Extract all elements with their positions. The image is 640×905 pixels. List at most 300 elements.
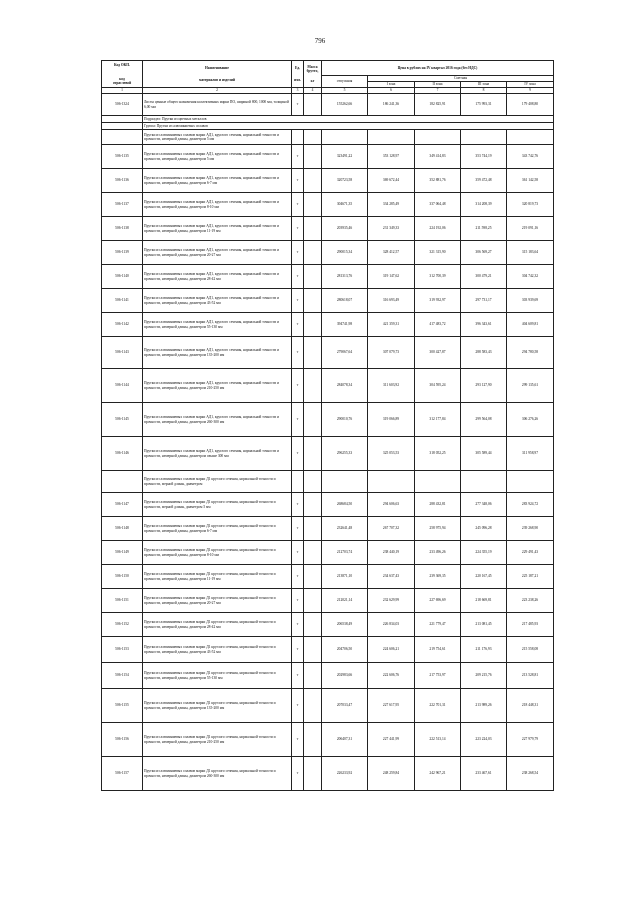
row-price-zone3: 297 731,17 [461, 289, 507, 313]
row-price-zone1: 267 707,32 [368, 517, 415, 541]
row-name: Прутки из алюминиевых сплавов марки Д1 круглого сечения, нормальной точности и прочности, немерной длины, диаметром 210-250 мм [143, 723, 292, 757]
row-code: 506-1148 [102, 517, 143, 541]
header-name-line2: материалов и изделий [199, 78, 235, 82]
row-name: Прутки из алюминиевых сплавов марки Д1 круглого сечения, нормальной точности и прочности, немерной длины, диаметром 11-19 мм [143, 565, 292, 589]
row-name: Прутки из алюминиевых сплавов марки АД1, круглого сечения, нормальной точности и прочности, немерной длины, диаметром 5 мм [143, 130, 292, 145]
row-unit: т [292, 689, 304, 723]
row-price-zone1: 234 637,43 [368, 565, 415, 589]
row-unit: т [292, 313, 304, 337]
group-empty-cell [292, 471, 304, 493]
row-price-zone1: 227 441,99 [368, 723, 415, 757]
row-price-zone1: 231 349,33 [368, 217, 415, 241]
row-price-zone1: 227 617,95 [368, 689, 415, 723]
row-name: Прутки из алюминиевых сплавов марки АД1, круглого сечения, нормальной точности и прочности, немерной длины, диаметром 8-10 мм [143, 193, 292, 217]
group-row [102, 471, 554, 493]
header-zone4: IV зона [507, 82, 554, 88]
row-price-zone3: 209 215,76 [461, 663, 507, 689]
row-price-zone1: 319 066,89 [368, 403, 415, 437]
header-code [102, 61, 143, 88]
row-unit: т [292, 493, 304, 517]
row-price-zone4: 283 924,72 [507, 493, 554, 517]
row-price-zone2: 321 315,90 [415, 241, 461, 265]
row-code: 506-1156 [102, 723, 143, 757]
row-price-zone2: 182 825,91 [415, 94, 461, 116]
row-price-opt: 394741,98 [322, 313, 368, 337]
column-number: 3 [292, 88, 304, 94]
row-price-opt: 206538,49 [322, 613, 368, 637]
row-price-zone3 [461, 130, 507, 145]
row-unit: т [292, 217, 304, 241]
row-mass [304, 193, 322, 217]
group-empty-cell [461, 471, 507, 493]
row-price-zone4 [507, 130, 554, 145]
row-price-zone4: 303 939,69 [507, 289, 554, 313]
row-name: Прутки из алюминиевых сплавов марки АД1, круглого сечения, нормальной точности и прочности, немерной длины, диаметром 5 мм [143, 145, 292, 169]
row-price-opt [322, 130, 368, 145]
row-price-zone3: 306 569,27 [461, 241, 507, 265]
row-price-zone3: 233 467,61 [461, 757, 507, 791]
table-row [102, 757, 554, 791]
row-unit: т [292, 541, 304, 565]
row-price-zone2: 239 369,35 [415, 565, 461, 589]
row-price-opt: 155262,66 [322, 94, 368, 116]
row-price-zone1 [368, 130, 415, 145]
row-price-zone1: 307 079,73 [368, 337, 415, 369]
row-code: 506-1149 [102, 541, 143, 565]
column-number: 5 [322, 88, 368, 94]
row-price-zone2: 312 177,84 [415, 403, 461, 437]
row-mass [304, 241, 322, 265]
row-price-zone4: 404 609,81 [507, 313, 554, 337]
row-unit: т [292, 757, 304, 791]
row-price-zone3: 293 127,90 [461, 369, 507, 403]
row-mass [304, 94, 322, 116]
row-price-zone3: 211 176,93 [461, 637, 507, 663]
row-mass [304, 265, 322, 289]
row-price-zone4: 306 276,26 [507, 403, 554, 437]
row-name: Прутки из алюминиевых сплавов марки Д1 круглого сечения, нормальной точности и прочности, немерной длины, диаметром 43-52 мм [143, 637, 292, 663]
header-code-line3: отраслевой [112, 81, 132, 86]
subsection-code-cell [102, 116, 143, 123]
row-name: Прутки из алюминиевых сплавов марки АД1, круглого сечения, нормальной точности и прочности, немерной длины, диаметром 20-27 мм [143, 241, 292, 265]
row-name: Прутки из алюминиевых сплавов марки Д1 круглого сечения, нормальной точности и прочности, мерной длины, диаметром 5 мм [143, 493, 292, 517]
row-mass [304, 637, 322, 663]
row-price-opt: 207033,47 [322, 689, 368, 723]
row-price-zone2: 219 754,61 [415, 637, 461, 663]
group-empty-cell [415, 471, 461, 493]
table-row [102, 637, 554, 663]
header-mass-line3: кг [310, 79, 315, 84]
table-row [102, 337, 554, 369]
row-code: 506-1155 [102, 689, 143, 723]
row-price-opt: 212703,74 [322, 541, 368, 565]
table-row [102, 145, 554, 169]
row-mass [304, 565, 322, 589]
row-price-zone1: 369 672,44 [368, 169, 415, 193]
row-price-zone1: 421 359,31 [368, 313, 415, 337]
row-price-zone4: 213 528,81 [507, 663, 554, 689]
group-empty-cell [304, 471, 322, 493]
row-code: 506-1140 [102, 265, 143, 289]
row-price-zone1: 232 629,99 [368, 589, 415, 613]
table-row [102, 541, 554, 565]
row-price-zone2: 304 595,24 [415, 369, 461, 403]
group-title: Прутки из алюминиевых сплавов марки Д1 круглого сечения, нормальной точности и прочности, мерной длины, диаметром [143, 471, 292, 493]
row-price-zone2: 227 696,69 [415, 589, 461, 613]
row-price-zone2: 233 496,26 [415, 541, 461, 565]
table-row [102, 663, 554, 689]
row-price-zone3: 314 208,39 [461, 193, 507, 217]
row-price-opt: 212021,14 [322, 589, 368, 613]
row-name: Прутки из алюминиевых сплавов марки Д1 круглого сечения, нормальной точности и прочности, немерной длины, диаметром 28-42 мм [143, 613, 292, 637]
row-price-zone1: 316 693,49 [368, 289, 415, 313]
row-unit: т [292, 241, 304, 265]
row-price-opt: 284078,34 [322, 369, 368, 403]
row-price-zone3: 300 479,21 [461, 265, 507, 289]
row-price-opt: 290015,34 [322, 241, 368, 265]
row-code: 506-1143 [102, 337, 143, 369]
header-name [143, 61, 292, 88]
table-body [102, 94, 554, 791]
row-price-zone1: 248 259,84 [368, 757, 415, 791]
row-mass [304, 757, 322, 791]
row-price-zone4: 239 268,90 [507, 517, 554, 541]
row-unit: т [292, 193, 304, 217]
row-mass [304, 169, 322, 193]
table-row [102, 565, 554, 589]
row-code: 506-1157 [102, 757, 143, 791]
row-mass [304, 337, 322, 369]
row-price-zone2: 337 064,48 [415, 193, 461, 217]
row-code: 506-1137 [102, 193, 143, 217]
row-code [102, 130, 143, 145]
table-row [102, 613, 554, 637]
row-price-zone2: 312 700,39 [415, 265, 461, 289]
page-number: 796 [314, 37, 326, 45]
row-price-opt: 203935,46 [322, 217, 368, 241]
row-unit: т [292, 289, 304, 313]
row-price-opt: 279067,64 [322, 337, 368, 369]
row-price-zone2: 242 967,21 [415, 757, 461, 791]
row-price-zone4: 225 187,21 [507, 565, 554, 589]
row-price-zone1: 226 834,03 [368, 613, 415, 637]
row-price-zone2: 258 975,94 [415, 517, 461, 541]
row-price-zone2: 222 701,31 [415, 689, 461, 723]
row-price-zone4: 219 091,16 [507, 217, 554, 241]
row-price-zone3: 175 993,31 [461, 94, 507, 116]
row-code: 506-1138 [102, 217, 143, 241]
row-code: 506-1324 [102, 94, 143, 116]
row-name: Прутки из алюминиевых сплавов марки АД1, круглого сечения, нормальной точности и прочности, немерной длины, диаметром 210-250 мм [143, 369, 292, 403]
row-name: Прутки из алюминиевых сплавов марки АД1, круглого сечения, нормальной точности и прочности, немерной длины, диаметром 11-19 мм [143, 217, 292, 241]
row-price-zone3: 218 669,81 [461, 589, 507, 613]
row-price-opt: 206407,31 [322, 723, 368, 757]
table-row [102, 369, 554, 403]
row-price-zone1: 294 606,63 [368, 493, 415, 517]
row-price-zone2: 417 483,72 [415, 313, 461, 337]
row-price-zone4: 304 742,32 [507, 265, 554, 289]
row-code: 506-1152 [102, 613, 143, 637]
row-price-zone2: 300 427,87 [415, 337, 461, 369]
row-price-zone4: 343 742,76 [507, 145, 554, 169]
row-price-opt: 226233,92 [322, 757, 368, 791]
row-mass [304, 589, 322, 613]
row-unit: т [292, 265, 304, 289]
row-price-opt: 232641,48 [322, 517, 368, 541]
row-price-zone2: 217 753,97 [415, 663, 461, 689]
row-code: 506-1139 [102, 241, 143, 265]
row-unit: т [292, 589, 304, 613]
group-code-cell [102, 471, 143, 493]
row-price-zone4: 217 485,93 [507, 613, 554, 637]
row-price-opt: 320723,58 [322, 169, 368, 193]
header-unit-line1: Ед. [294, 65, 301, 70]
row-unit: т [292, 637, 304, 663]
column-number: 9 [507, 88, 554, 94]
row-code: 506-1136 [102, 169, 143, 193]
row-mass [304, 689, 322, 723]
row-price-zone1: 328 412,57 [368, 241, 415, 265]
row-unit: т [292, 723, 304, 757]
row-code: 506-1144 [102, 369, 143, 403]
row-price-opt: 296255,33 [322, 437, 368, 471]
column-number: 6 [368, 88, 415, 94]
row-code: 506-1153 [102, 637, 143, 663]
row-price-opt: 290010,76 [322, 403, 368, 437]
row-price-zone4: 215 558,08 [507, 637, 554, 663]
row-price-zone1: 353 128,97 [368, 145, 415, 169]
header-unit [292, 61, 304, 88]
row-price-zone3: 223 224,03 [461, 723, 507, 757]
row-mass [304, 663, 322, 689]
table-row [102, 130, 554, 145]
row-price-zone3: 277 348,06 [461, 493, 507, 517]
row-price-zone3: 213 081,45 [461, 613, 507, 637]
column-number: 2 [143, 88, 292, 94]
row-price-opt: 280618,07 [322, 289, 368, 313]
table-row [102, 437, 554, 471]
group-empty-cell [368, 471, 415, 493]
row-price-zone3: 353 744,19 [461, 145, 507, 169]
row-price-opt: 213871,10 [322, 565, 368, 589]
row-name: Прутки из алюминиевых сплавов марки АД1, круглого сечения, нормальной точности и прочности, немерной длины, диаметром 6-7 мм [143, 169, 292, 193]
row-price-zone2: 221 779,47 [415, 613, 461, 637]
row-price-zone3: 245 096,28 [461, 517, 507, 541]
row-unit: т [292, 403, 304, 437]
row-name: Прутки из алюминиевых сплавов марки Д1 круглого сечения, нормальной точности и прочности, немерной длины, диаметром 135-200 мм [143, 689, 292, 723]
row-unit: т [292, 613, 304, 637]
row-price-zone4: 179 408,80 [507, 94, 554, 116]
row-name: Прутки из алюминиевых сплавов марки АД1, круглого сечения, нормальной точности и прочности, немерной длины, диаметром 28-42 мм [143, 265, 292, 289]
row-price-zone1: 319 147,62 [368, 265, 415, 289]
row-price-zone2: 349 414,83 [415, 145, 461, 169]
column-number: 8 [461, 88, 507, 94]
row-name: Прутки из алюминиевых сплавов марки АД1, круглого сечения, нормальной точности и прочности, немерной длины, диаметром 55-130 мм [143, 313, 292, 337]
row-unit: т [292, 169, 304, 193]
row-name: Прутки из алюминиевых сплавов марки Д1 круглого сечения, нормальной точности и прочности, немерной длины, диаметром 6-7 мм [143, 517, 292, 541]
row-price-zone3: 224 355,19 [461, 541, 507, 565]
table-row [102, 589, 554, 613]
row-price-opt: 281313,76 [322, 265, 368, 289]
row-unit: т [292, 145, 304, 169]
column-number: 7 [415, 88, 461, 94]
row-unit: т [292, 517, 304, 541]
row-price-zone4: 229 491,43 [507, 541, 554, 565]
table-row [102, 241, 554, 265]
header-opt: отпускная [322, 76, 368, 88]
row-code: 506-1146 [102, 437, 143, 471]
row-price-zone4: 320 819,73 [507, 193, 554, 217]
table-row [102, 517, 554, 541]
row-name: Прутки из алюминиевых сплавов марки Д1 круглого сечения, нормальной точности и прочности, немерной длины, диаметром 55-130 мм [143, 663, 292, 689]
row-price-zone2: 318 052,25 [415, 437, 461, 471]
table-row [102, 313, 554, 337]
row-price-zone4: 218 448,31 [507, 689, 554, 723]
row-name: Прутки из алюминиевых сплавов марки АД1, круглого сечения, нормальной точности и прочности, немерной длины, диаметром свыше 300 мм [143, 437, 292, 471]
row-name: Прутки из алюминиевых сплавов марки Д1 круглого сечения, нормальной точности и прочности, немерной длины, диаметром 8-10 мм [143, 541, 292, 565]
table-row [102, 689, 554, 723]
row-price-opt: 268684,50 [322, 493, 368, 517]
header-price-title: Цена в рублях на IV квартал 2016 года (без НДС) [322, 61, 554, 76]
row-price-zone3: 396 343,61 [461, 313, 507, 337]
row-mass [304, 217, 322, 241]
header-zone2: II зона [415, 82, 461, 88]
row-price-zone3: 288 583,43 [461, 337, 507, 369]
row-code: 506-1150 [102, 565, 143, 589]
header-zone1: I зона [368, 82, 415, 88]
table-row [102, 169, 554, 193]
table-row [102, 289, 554, 313]
row-code: 506-1151 [102, 589, 143, 613]
row-unit: т [292, 565, 304, 589]
row-unit: т [292, 369, 304, 403]
row-mass [304, 437, 322, 471]
group-empty-cell [507, 471, 554, 493]
table-row [102, 403, 554, 437]
row-price-zone2: 224 192,06 [415, 217, 461, 241]
row-name: Листы ценные общего назначения коллективных марки ПО, шириной 800, 1000 мм, толщиной 6,00 мм [143, 94, 292, 116]
row-name: Прутки из алюминиевых сплавов марки Д1 круглого сечения, нормальной точности и прочности, немерной длины, диаметром 20-27 мм [143, 589, 292, 613]
header-mass-line1: Масса [307, 64, 318, 69]
row-price-zone1: 325 053,53 [368, 437, 415, 471]
row-mass [304, 130, 322, 145]
row-price-zone4: 311 958,97 [507, 437, 554, 471]
row-price-zone1: 334 285,49 [368, 193, 415, 217]
row-price-zone2: 352 881,76 [415, 169, 461, 193]
column-number: 1 [102, 88, 143, 94]
row-price-zone1: 238 440,19 [368, 541, 415, 565]
row-price-zone4: 294 780,58 [507, 337, 554, 369]
row-mass [304, 613, 322, 637]
header-name-line1: Наименование [205, 65, 229, 70]
header-code-line1: Код ОКП. [114, 62, 130, 67]
table-row [102, 493, 554, 517]
row-price-zone3: 213 989,26 [461, 689, 507, 723]
row-mass [304, 493, 322, 517]
group-code-cell [102, 123, 143, 130]
header-mass-line2: брутто, [306, 68, 319, 73]
row-mass [304, 517, 322, 541]
subsection-title: Подраздел: Прутки из цветных металлов [143, 116, 554, 123]
row-name: Прутки из алюминиевых сплавов марки АД1, круглого сечения, нормальной точности и прочности, немерной длины, диаметром 135-200 мм [143, 337, 292, 369]
row-price-zone2: 222 513,14 [415, 723, 461, 757]
row-code: 506-1135 [102, 145, 143, 169]
subsection-row [102, 116, 554, 123]
row-price-zone4: 227 979,79 [507, 723, 554, 757]
row-name: Прутки из алюминиевых сплавов марки АД1, круглого сечения, нормальной точности и прочности, немерной длины, диаметром 260-300 мм [143, 403, 292, 437]
row-price-zone1: 311 603,92 [368, 369, 415, 403]
row-price-zone4: 361 142,58 [507, 169, 554, 193]
row-mass [304, 369, 322, 403]
row-mass [304, 403, 322, 437]
header-mass [304, 61, 322, 88]
row-price-zone2: 319 932,97 [415, 289, 461, 313]
price-table-sheet [101, 60, 553, 791]
group-row [102, 123, 554, 130]
row-code: 506-1147 [102, 493, 143, 517]
row-price-zone3: 305 589,44 [461, 437, 507, 471]
row-price-zone3: 220 167,45 [461, 565, 507, 589]
row-mass [304, 313, 322, 337]
row-code: 506-1141 [102, 289, 143, 313]
row-mass [304, 289, 322, 313]
row-name: Прутки из алюминиевых сплавов марки АД1, круглого сечения, нормальной точности и прочности, немерной длины, диаметром 43-52 мм [143, 289, 292, 313]
table-row [102, 723, 554, 757]
table-row [102, 265, 554, 289]
header-smeta: Сметная [368, 76, 554, 82]
row-mass [304, 723, 322, 757]
row-unit [292, 130, 304, 145]
row-mass [304, 541, 322, 565]
row-price-zone4: 238 268,54 [507, 757, 554, 791]
table-header [102, 61, 554, 94]
row-price-zone4: 315 183,64 [507, 241, 554, 265]
table-row [102, 193, 554, 217]
row-price-opt: 204706,50 [322, 637, 368, 663]
table-row [102, 94, 554, 116]
row-price-zone1: 224 606,21 [368, 637, 415, 663]
row-price-zone3: 299 564,08 [461, 403, 507, 437]
row-price-opt: 304671,35 [322, 193, 368, 217]
column-number: 4 [304, 88, 322, 94]
row-unit: т [292, 437, 304, 471]
row-price-opt: 323491,22 [322, 145, 368, 169]
header-unit-line2: изм. [294, 78, 301, 82]
row-price-zone2: 288 432,81 [415, 493, 461, 517]
row-price-zone1: 186 241,36 [368, 94, 415, 116]
row-price-zone4: 299 135,61 [507, 369, 554, 403]
row-code: 506-1142 [102, 313, 143, 337]
row-price-zone3: 211 598,25 [461, 217, 507, 241]
row-price-zone4: 223 238,26 [507, 589, 554, 613]
row-price-opt: 202983,66 [322, 663, 368, 689]
header-zone3: III зона [461, 82, 507, 88]
row-unit: т [292, 337, 304, 369]
header-code-line2: код [119, 76, 125, 81]
row-unit: т [292, 663, 304, 689]
row-price-zone3: 359 472,48 [461, 169, 507, 193]
row-name: Прутки из алюминиевых сплавов марки Д1 круглого сечения, нормальной точности и прочности, немерной длины, диаметром 260-300 мм [143, 757, 292, 791]
row-code: 506-1154 [102, 663, 143, 689]
row-mass [304, 145, 322, 169]
price-table [101, 60, 554, 791]
table-row [102, 217, 554, 241]
row-unit: т [292, 94, 304, 116]
group-title: Группа: Прутки из алюминиевых сплавов [143, 123, 554, 130]
group-empty-cell [322, 471, 368, 493]
row-code: 506-1145 [102, 403, 143, 437]
row-price-zone2 [415, 130, 461, 145]
